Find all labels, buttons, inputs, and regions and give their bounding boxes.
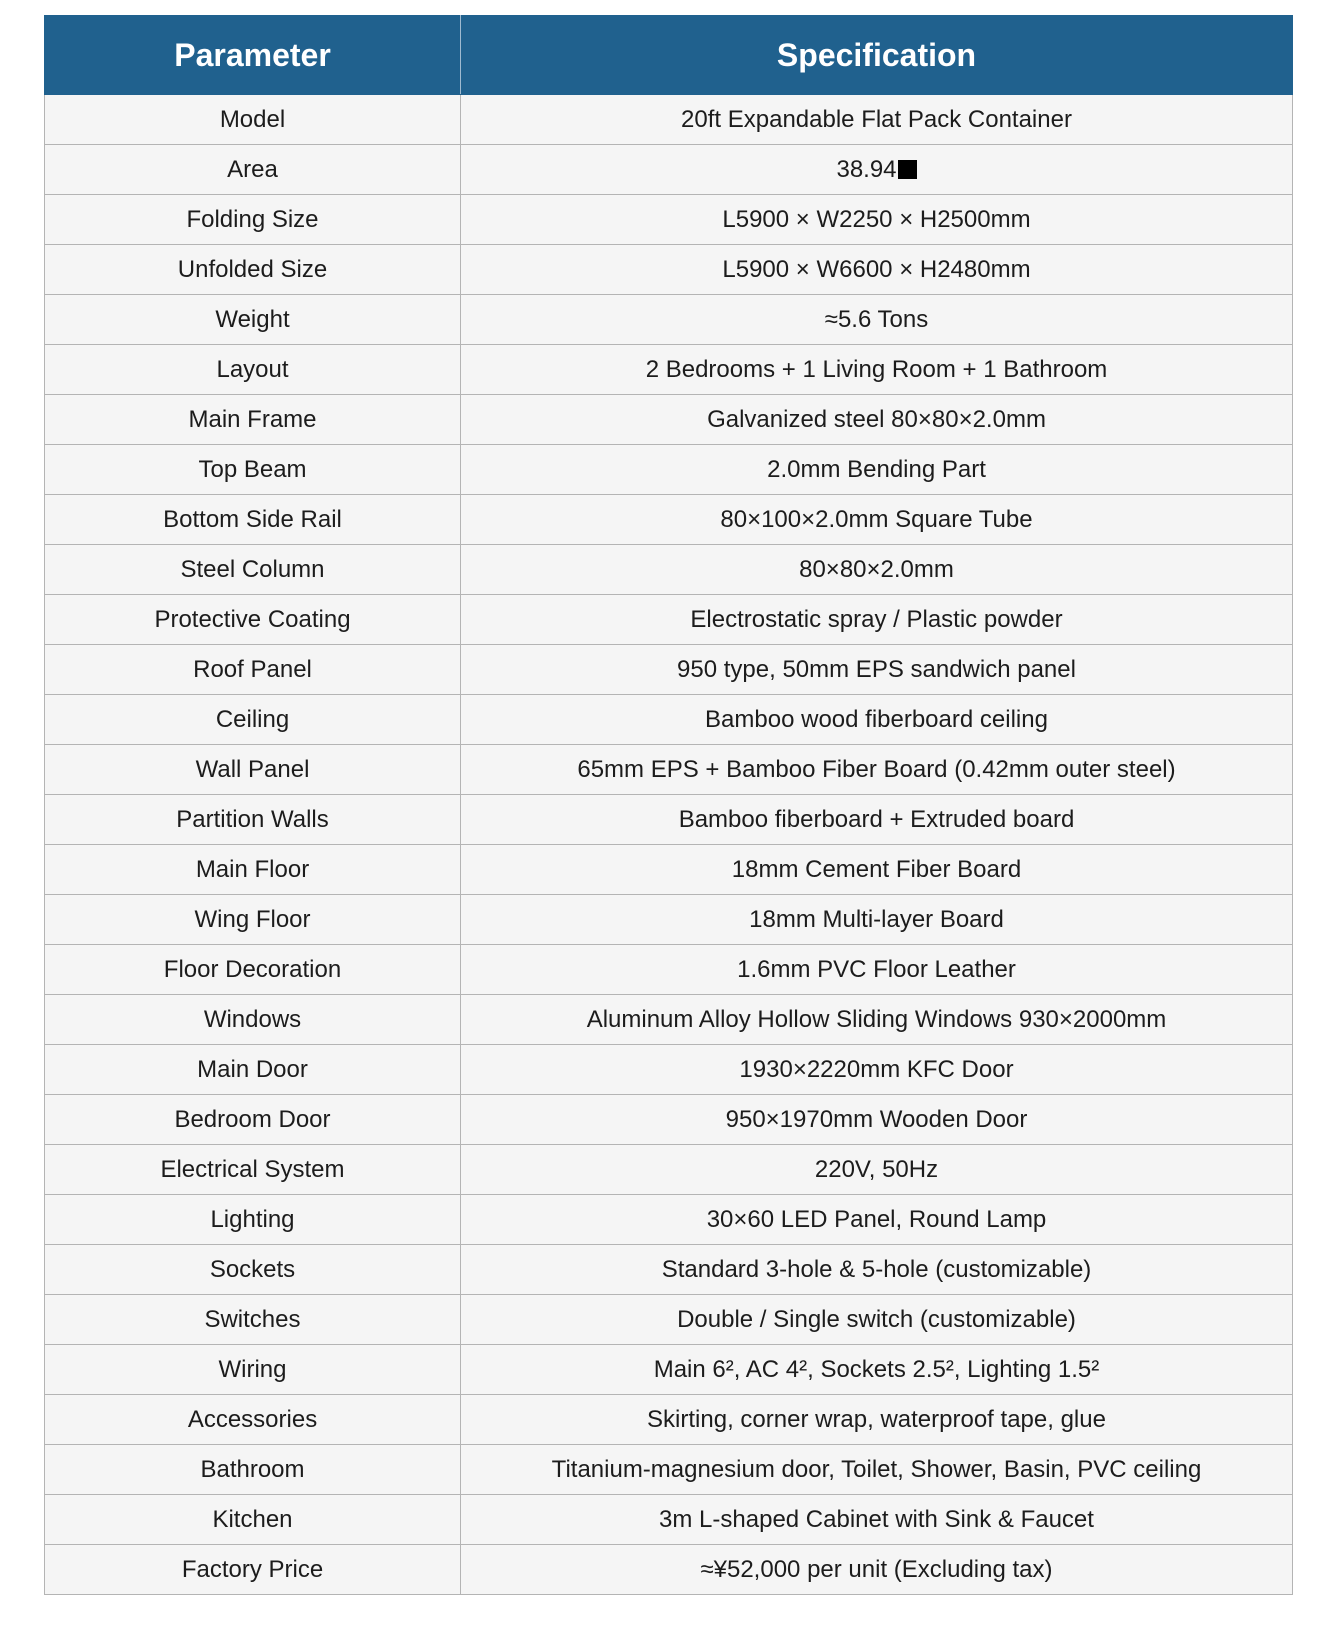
table-row — [45, 295, 1293, 345]
specification-cell — [461, 495, 1293, 545]
specification-cell — [461, 445, 1293, 495]
parameter-cell: Factory Price — [45, 1545, 461, 1595]
specification-cell — [461, 1145, 1293, 1195]
table-row — [45, 445, 1293, 495]
specification-text: 80×100×2.0mm Square Tube — [720, 505, 1033, 533]
table-row — [45, 745, 1293, 795]
parameter-cell: Floor Decoration — [45, 945, 461, 995]
specification-cell — [461, 1195, 1293, 1245]
parameter-cell: Main Door — [45, 1045, 461, 1095]
parameter-cell: Layout — [45, 345, 461, 395]
specification-cell — [461, 1495, 1293, 1545]
missing-glyph-square-icon — [898, 160, 917, 179]
parameter-cell: Wing Floor — [45, 895, 461, 945]
specification-text: Bamboo fiberboard + Extruded board — [678, 805, 1075, 833]
parameter-cell: Bathroom — [45, 1445, 461, 1495]
table-row — [45, 395, 1293, 445]
table-row — [45, 1295, 1293, 1345]
table-row — [45, 1045, 1293, 1095]
specification-text: ≈5.6 Tons — [824, 305, 929, 333]
parameter-cell: Weight — [45, 295, 461, 345]
parameter-cell: Roof Panel — [45, 645, 461, 695]
specification-text: Bamboo wood fiberboard ceiling — [705, 705, 1048, 733]
spec-table — [44, 15, 1293, 1595]
header-row — [45, 16, 1293, 95]
parameter-cell: Electrical System — [45, 1145, 461, 1195]
parameter-cell: Steel Column — [45, 545, 461, 595]
parameter-cell: Protective Coating — [45, 595, 461, 645]
table-row — [45, 995, 1293, 1045]
specification-text: 220V, 50Hz — [814, 1155, 939, 1183]
specification-cell — [461, 195, 1293, 245]
specification-cell — [461, 845, 1293, 895]
parameter-cell: Partition Walls — [45, 795, 461, 845]
table-row — [45, 1245, 1293, 1295]
header-parameter: Parameter — [45, 16, 461, 95]
parameter-cell: Main Frame — [45, 395, 461, 445]
specification-text: 38.94 — [836, 155, 897, 183]
specification-text: 65mm EPS + Bamboo Fiber Board (0.42mm outer steel) — [577, 755, 1176, 783]
table-row — [45, 1495, 1293, 1545]
parameter-cell: Unfolded Size — [45, 245, 461, 295]
specification-cell — [461, 95, 1293, 145]
specification-cell — [461, 345, 1293, 395]
specification-text: 950 type, 50mm EPS sandwich panel — [677, 655, 1076, 683]
table-row — [45, 145, 1293, 195]
specification-cell — [461, 295, 1293, 345]
parameter-cell: Sockets — [45, 1245, 461, 1295]
parameter-cell: Accessories — [45, 1395, 461, 1445]
table-row — [45, 1395, 1293, 1445]
parameter-cell: Windows — [45, 995, 461, 1045]
specification-cell — [461, 545, 1293, 595]
table-row — [45, 645, 1293, 695]
specification-text: 20ft Expandable Flat Pack Container — [681, 105, 1072, 133]
specification-cell — [461, 1545, 1293, 1595]
specification-text: 30×60 LED Panel, Round Lamp — [706, 1205, 1047, 1233]
specification-cell — [461, 595, 1293, 645]
specification-cell — [461, 1395, 1293, 1445]
parameter-cell: Kitchen — [45, 1495, 461, 1545]
specification-cell — [461, 795, 1293, 845]
table-row — [45, 895, 1293, 945]
specification-text: 2.0mm Bending Part — [767, 455, 986, 483]
table-row — [45, 1195, 1293, 1245]
specification-text: 1.6mm PVC Floor Leather — [737, 955, 1016, 983]
table-row — [45, 195, 1293, 245]
specification-text: 18mm Multi-layer Board — [749, 905, 1004, 933]
specification-cell — [461, 395, 1293, 445]
specification-text: 80×80×2.0mm — [799, 555, 954, 583]
specification-cell — [461, 145, 1293, 195]
table-body — [45, 95, 1293, 1595]
table-row — [45, 345, 1293, 395]
header-specification: Specification — [461, 16, 1293, 95]
specification-text: Double / Single switch (customizable) — [677, 1305, 1076, 1333]
specification-text: ≈¥52,000 per unit (Excluding tax) — [700, 1555, 1053, 1583]
specification-cell — [461, 1445, 1293, 1495]
specification-cell — [461, 995, 1293, 1045]
parameter-cell: Wiring — [45, 1345, 461, 1395]
specification-text: Standard 3-hole & 5-hole (customizable) — [661, 1255, 1092, 1283]
specification-text: 1930×2220mm KFC Door — [739, 1055, 1014, 1083]
specification-text: 3m L-shaped Cabinet with Sink & Faucet — [659, 1505, 1094, 1533]
parameter-cell: Bedroom Door — [45, 1095, 461, 1145]
parameter-cell: Area — [45, 145, 461, 195]
specification-text: Aluminum Alloy Hollow Sliding Windows 930×2000mm — [586, 1005, 1167, 1033]
table-header — [45, 16, 1293, 95]
table-row — [45, 1145, 1293, 1195]
table-row — [45, 245, 1293, 295]
parameter-cell: Main Floor — [45, 845, 461, 895]
parameter-cell: Folding Size — [45, 195, 461, 245]
table-row — [45, 1445, 1293, 1495]
specification-cell — [461, 1345, 1293, 1395]
table-row — [45, 1345, 1293, 1395]
table-row — [45, 795, 1293, 845]
specification-cell — [461, 745, 1293, 795]
parameter-cell: Model — [45, 95, 461, 145]
parameter-cell: Top Beam — [45, 445, 461, 495]
table-row — [45, 845, 1293, 895]
specification-cell — [461, 1095, 1293, 1145]
specification-text: Main 6², AC 4², Sockets 2.5², Lighting 1.5² — [653, 1355, 1100, 1383]
specification-cell — [461, 1245, 1293, 1295]
specification-text: L5900 × W6600 × H2480mm — [722, 255, 1031, 283]
specification-cell — [461, 945, 1293, 995]
specification-text: 950×1970mm Wooden Door — [725, 1105, 1028, 1133]
table-row — [45, 1095, 1293, 1145]
specification-text: 18mm Cement Fiber Board — [731, 855, 1022, 883]
specification-text: 2 Bedrooms + 1 Living Room + 1 Bathroom — [645, 355, 1108, 383]
parameter-cell: Switches — [45, 1295, 461, 1345]
table-row — [45, 495, 1293, 545]
table-row — [45, 95, 1293, 145]
specification-text: Electrostatic spray / Plastic powder — [690, 605, 1063, 633]
specification-cell — [461, 645, 1293, 695]
table-row — [45, 945, 1293, 995]
specification-cell — [461, 1295, 1293, 1345]
specification-cell — [461, 245, 1293, 295]
specification-text: Titanium-magnesium door, Toilet, Shower, Basin, PVC ceiling — [551, 1455, 1202, 1483]
parameter-cell: Ceiling — [45, 695, 461, 745]
table-row — [45, 545, 1293, 595]
table-row — [45, 1545, 1293, 1595]
parameter-cell: Lighting — [45, 1195, 461, 1245]
parameter-cell: Bottom Side Rail — [45, 495, 461, 545]
specification-cell — [461, 895, 1293, 945]
specification-cell — [461, 695, 1293, 745]
table-row — [45, 695, 1293, 745]
specification-text: L5900 × W2250 × H2500mm — [722, 205, 1031, 233]
specification-cell — [461, 1045, 1293, 1095]
specification-text: Galvanized steel 80×80×2.0mm — [707, 405, 1046, 433]
table-row — [45, 595, 1293, 645]
parameter-cell: Wall Panel — [45, 745, 461, 795]
specification-text: Skirting, corner wrap, waterproof tape, glue — [647, 1405, 1106, 1433]
